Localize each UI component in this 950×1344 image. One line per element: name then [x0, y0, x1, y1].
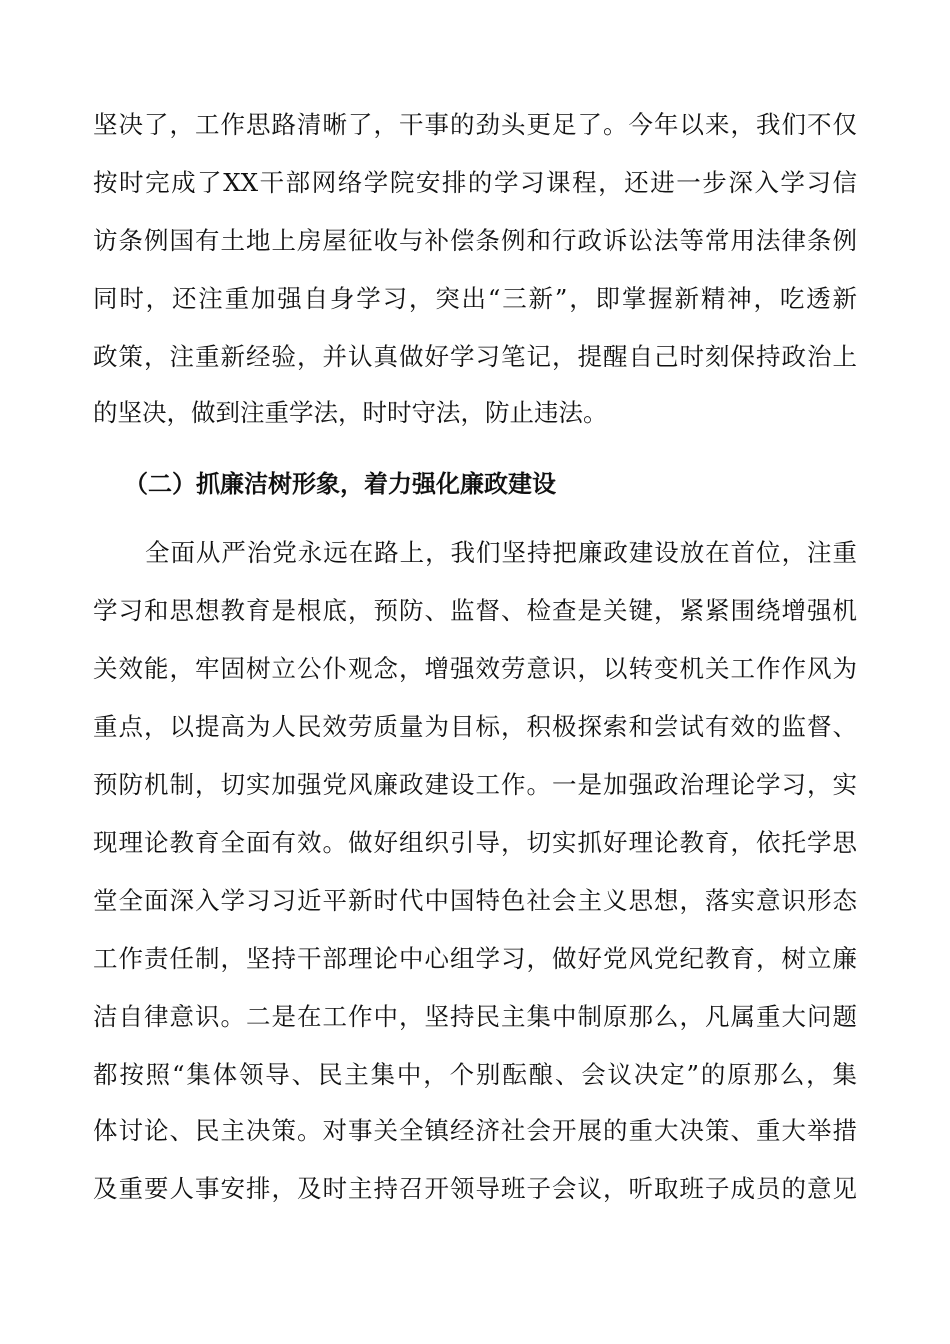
paragraph-2-line-2: 学习和思想教育是根底，预防、监督、检查是关键，紧紧围绕增强机 — [93, 596, 857, 625]
paragraph-2-line-9: 洁自律意识。二是在工作中，坚持民主集中制原那么，凡属重大问题 — [93, 1002, 857, 1031]
paragraph-1-line-3: 访条例国有土地上房屋征收与补偿条例和行政诉讼法等常用法律条例 — [93, 226, 857, 255]
section-heading: （二）抓廉洁树形象，着力强化廉政建设 — [124, 470, 556, 498]
paragraph-2-line-3: 关效能，牢固树立公仆观念，增强效劳意识，以转变机关工作作风为 — [93, 654, 857, 683]
paragraph-2-line-1: 全面从严治党永远在路上，我们坚持把廉政建设放在首位，注重 — [145, 538, 857, 567]
paragraph-2-line-7: 堂全面深入学习习近平新时代中国特色社会主义思想，落实意识形态 — [93, 886, 857, 915]
paragraph-2-line-5: 预防机制，切实加强党风廉政建设工作。一是加强政治理论学习，实 — [93, 770, 857, 799]
paragraph-2-line-6: 现理论教育全面有效。做好组织引导，切实抓好理论教育，依托学思 — [93, 828, 857, 857]
paragraph-1-line-6: 的坚决，做到注重学法，时时守法，防止违法。 — [93, 398, 608, 427]
paragraph-2-line-10: 都按照“集体领导、民主集中，个别酝酿、会议决定”的原那么，集 — [93, 1060, 857, 1089]
paragraph-1-line-4: 同时，还注重加强自身学习，突出“三新”，即掌握新精神，吃透新 — [93, 284, 857, 313]
paragraph-1-line-2: 按时完成了XX干部网络学院安排的学习课程，还进一步深入学习信 — [93, 168, 857, 197]
paragraph-2-line-4: 重点，以提高为人民效劳质量为目标，积极探索和尝试有效的监督、 — [93, 712, 857, 741]
paragraph-2-line-11: 体讨论、民主决策。对事关全镇经济社会开展的重大决策、重大举措 — [93, 1116, 857, 1145]
paragraph-1-line-1: 坚决了，工作思路清晰了，干事的劲头更足了。今年以来，我们不仅 — [93, 110, 857, 139]
paragraph-2-line-12: 及重要人事安排，及时主持召开领导班子会议，听取班子成员的意见 — [93, 1174, 857, 1203]
paragraph-1-line-5: 政策，注重新经验，并认真做好学习笔记，提醒自己时刻保持政治上 — [93, 342, 857, 371]
paragraph-2-line-8: 工作责任制，坚持干部理论中心组学习，做好党风党纪教育，树立廉 — [93, 944, 857, 973]
